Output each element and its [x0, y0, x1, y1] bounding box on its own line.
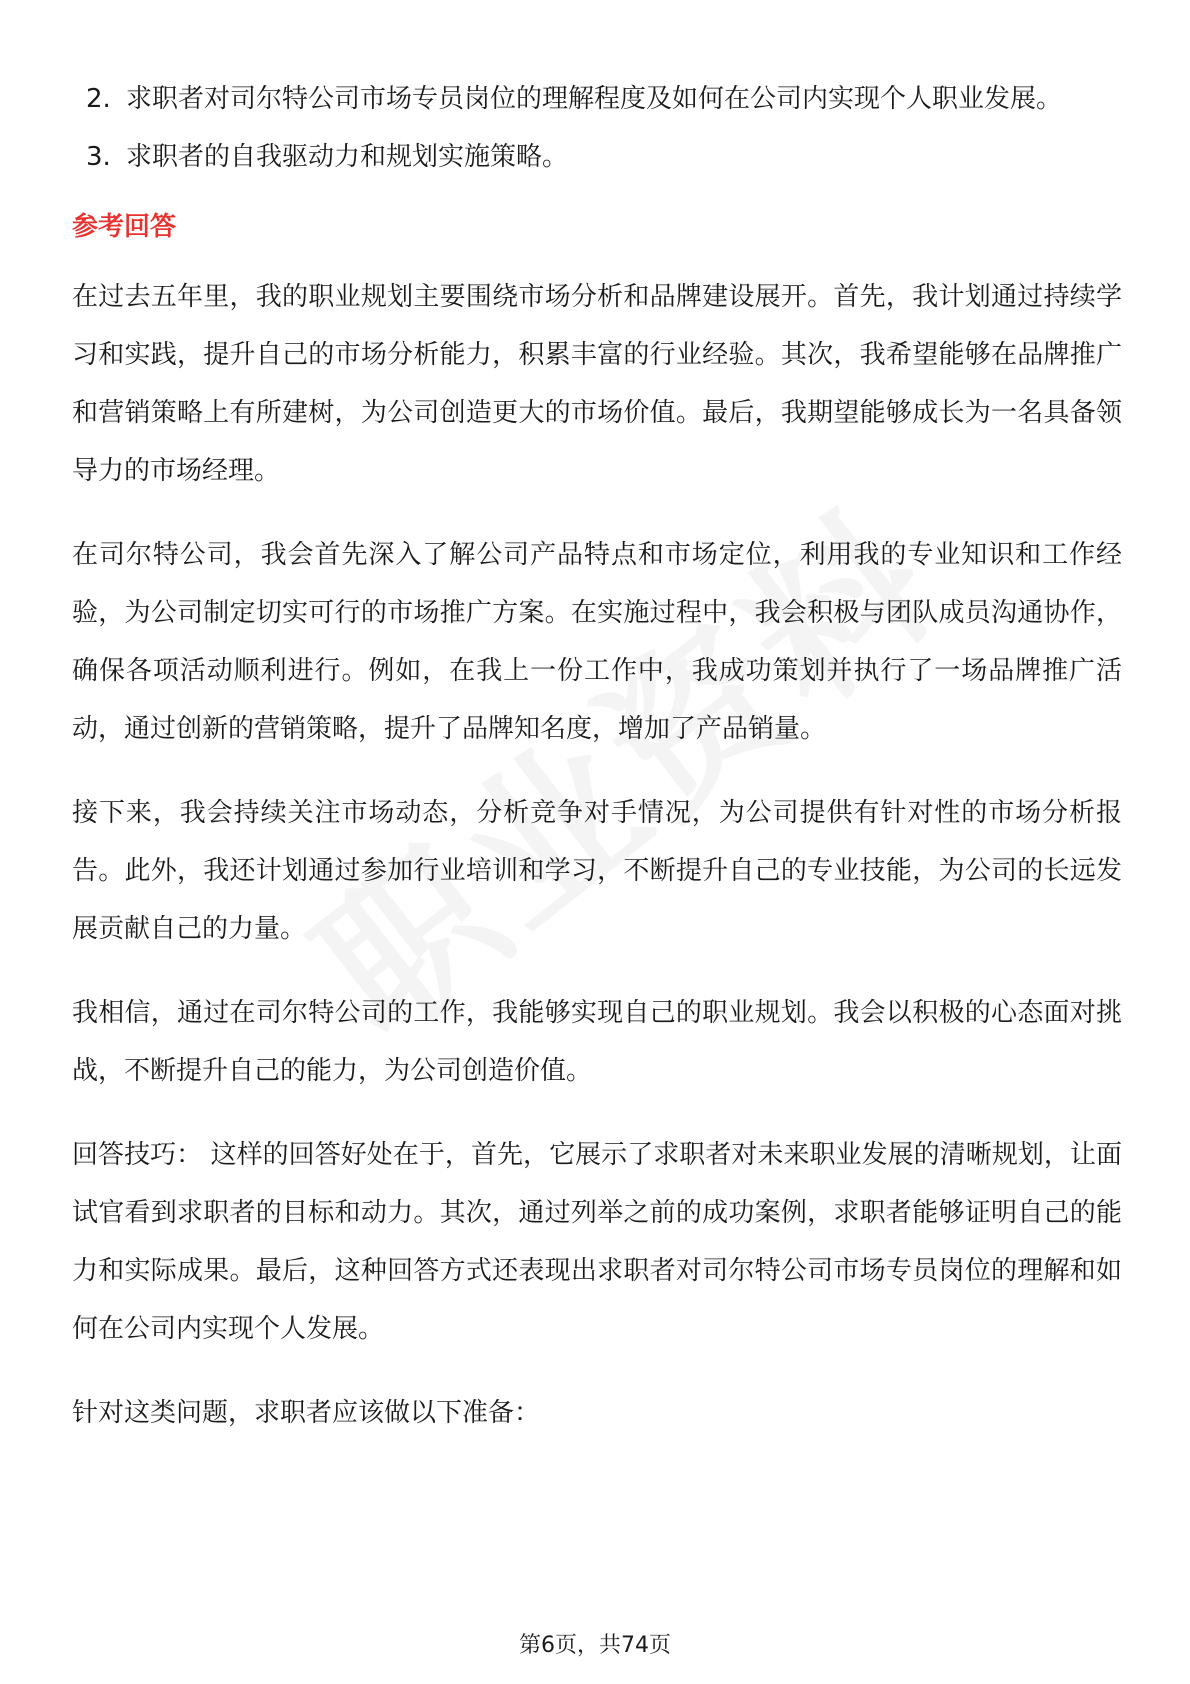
paragraph: 在过去五年里，我的职业规划主要围绕市场分析和品牌建设展开。首先，我计划通过持续学习和实践，提升自己的市场分析能力，积累丰富的行业经验。其次，我希望能够在品牌推广和营销策略上有所建树，为公司创造更大的市场价值。最后，我期望能够成长为一名具备领导力的市场经理。: [72, 282, 1122, 486]
list-item-number: 2.: [86, 84, 111, 114]
answer-tips-paragraph: 回答技巧： 这样的回答好处在于，首先，它展示了求职者对未来职业发展的清晰规划，让面试官看到求职者的目标和动力。其次，通过列举之前的成功案例，求职者能够证明自己的能力和实际成果。最后，这种回答方式还表现出求职者对司尔特公司市场专员岗位的理解和如何在公司内实现个人发展。: [72, 1140, 1122, 1344]
list-item-text: 求职者的自我驱动力和规划实施策略。: [126, 142, 569, 172]
section-heading: 参考回答: [72, 212, 177, 242]
list-item-text: 求职者对司尔特公司市场专员岗位的理解程度及如何在公司内实现个人职业发展。: [126, 84, 1063, 114]
paragraph: 在司尔特公司，我会首先深入了解公司产品特点和市场定位，利用我的专业知识和工作经验，为公司制定切实可行的市场推广方案。在实施过程中，我会积极与团队成员沟通协作，确保各项活动顺利进行。例如，在我上一份工作中，我成功策划并执行了一场品牌推广活动，通过创新的营销策略，提升了品牌知名度，增加了产品销量。: [72, 540, 1122, 744]
list-item: [72, 128, 1122, 186]
paragraph: 针对这类问题，求职者应该做以下准备：: [72, 1398, 541, 1428]
paragraph: 接下来，我会持续关注市场动态，分析竞争对手情况，为公司提供有针对性的市场分析报告。此外，我还计划通过参加行业培训和学习，不断提升自己的专业技能，为公司的长远发展贡献自己的力量。: [72, 798, 1122, 944]
page-footer: 第6页，共74页: [519, 1633, 671, 1658]
paragraph: 我相信，通过在司尔特公司的工作，我能够实现自己的职业规划。我会以积极的心态面对挑战，不断提升自己的能力，为公司创造价值。: [72, 998, 1122, 1086]
numbered-list: [72, 70, 1122, 186]
page-content: [72, 70, 1122, 1468]
list-item-number: 3.: [86, 142, 111, 172]
list-item: [72, 70, 1122, 128]
